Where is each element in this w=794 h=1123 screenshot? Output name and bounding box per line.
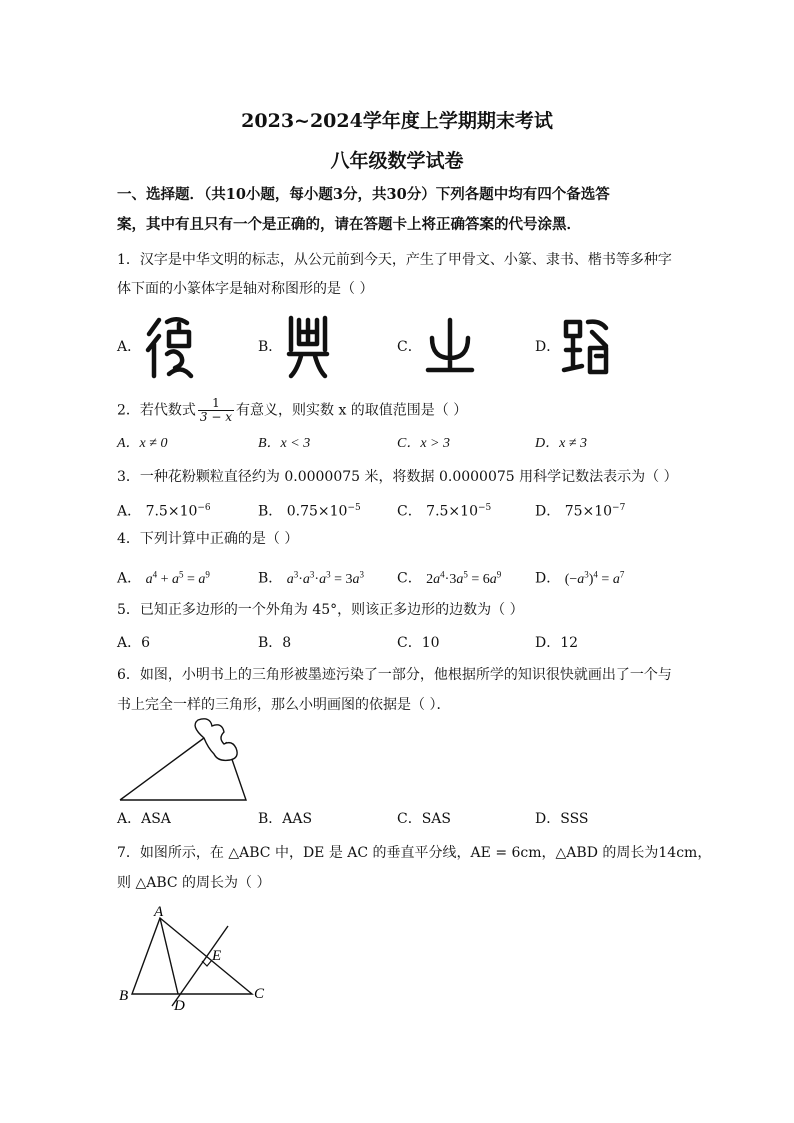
q5-option-d[interactable]: D．12 — [535, 635, 579, 651]
q4-option-d-expr: $(-a^3)^4 = a^7$ — [564, 569, 625, 587]
q6-option-c[interactable]: C．SAS — [397, 811, 452, 827]
q4-option-c-label: C． — [397, 570, 422, 587]
q4-option-b[interactable] — [258, 564, 364, 590]
q2-option-d[interactable]: D．x ≠ 3 — [535, 436, 588, 451]
q4-option-b-expr: $a^3\cdot a^3\cdot a^3 = 3a^3$ — [286, 569, 364, 587]
q3-option-b[interactable] — [258, 498, 361, 522]
q5-stem: 5．已知正多边形的一个外角为 45°，则该正多边形的边数为（ ） — [117, 602, 524, 618]
q2-option-c[interactable]: C．x > 3 — [397, 436, 450, 451]
q5-option-a[interactable]: A．6 — [117, 635, 151, 651]
q4-option-c[interactable] — [397, 564, 501, 590]
exam-title: 2023~2024学年度上学期期末考试 — [241, 110, 553, 132]
segment-ad — [160, 918, 178, 994]
q1-line1: 1．汉字是中华文明的标志，从公元前到今天，产生了甲骨文、小篆、隶书、楷书等多种字 — [117, 252, 672, 268]
q4-option-a-expr: $a^4 + a^5 = a^9$ — [145, 569, 210, 587]
q5-option-c[interactable]: C．10 — [397, 635, 440, 651]
q3-option-d[interactable] — [535, 498, 625, 522]
q1-option-b[interactable] — [258, 337, 282, 357]
q6-option-d[interactable]: D．SSS — [535, 811, 589, 827]
section-instructions-line1: 一、选择题．（共10小题，每小题3分，共30分）下列各题中均有四个备选答 — [117, 186, 610, 203]
q1-option-c[interactable] — [397, 337, 422, 357]
triangle-sides — [132, 918, 252, 994]
q1-option-c-label: C． — [397, 339, 422, 355]
q3-option-c-value: 7.5×10 — [426, 503, 478, 520]
label-b: B — [119, 988, 129, 1004]
q5-option-b[interactable]: B．8 — [258, 635, 292, 651]
q4-option-d-label: D． — [535, 570, 561, 587]
q2-fraction — [198, 397, 234, 424]
q3-option-d-exp: −7 — [612, 503, 626, 513]
q3-option-a-label: A． — [117, 503, 142, 520]
q3-option-d-label: D． — [535, 503, 561, 520]
seal-character-d-icon — [562, 316, 610, 378]
seal-character-b-icon — [287, 314, 329, 380]
q2-stem — [117, 397, 467, 424]
q3-option-d-value: 75×10 — [564, 503, 613, 520]
section-instructions-line2: 案，其中有且只有一个是正确的，请在答题卡上将正确答案的代号涂黑． — [117, 216, 581, 233]
q3-stem: 3．一种花粉颗粒直径约为 0.0000075 米，将数据 0.0000075 用科学记数法表示为（ ） — [117, 469, 678, 485]
q4-option-a[interactable] — [117, 564, 210, 590]
q7-line2: 则 △ABC 的周长为（ ） — [117, 875, 271, 891]
q2-prefix: 2．若代数式 — [117, 402, 196, 419]
q3-option-c[interactable] — [397, 498, 491, 522]
q6-line1: 6．如图，小明书上的三角形被墨迹污染了一部分，他根据所学的知识很快就画出了一个与 — [117, 667, 672, 683]
q3-option-c-label: C． — [397, 503, 422, 520]
q4-option-a-label: A． — [117, 570, 142, 587]
q2-suffix: 有意义，则实数 x 的取值范围是（ ） — [236, 402, 468, 419]
q3-option-a[interactable] — [117, 498, 211, 522]
q1-line2: 体下面的小篆体字是轴对称图形的是（ ） — [117, 281, 374, 297]
label-d: D — [174, 998, 185, 1014]
q2-option-a[interactable]: A．x ≠ 0 — [117, 436, 168, 451]
q1-option-a[interactable] — [117, 337, 141, 357]
q1-option-b-label: B． — [258, 339, 283, 355]
q4-option-b-label: B． — [258, 570, 283, 587]
q4-option-c-expr: $2a^4\cdot 3a^5 = 6a^9$ — [426, 569, 502, 587]
q6-option-b[interactable]: B．AAS — [258, 811, 313, 827]
q1-option-a-label: A． — [117, 339, 142, 355]
q2-fraction-num: 1 — [198, 397, 234, 411]
seal-character-c-icon — [426, 318, 474, 374]
q3-option-c-exp: −5 — [477, 503, 492, 513]
q3-option-b-value: 0.75×10 — [286, 503, 348, 520]
q4-option-d[interactable] — [535, 564, 624, 590]
q2-option-b[interactable]: B．x < 3 — [258, 436, 311, 451]
q3-option-a-exp: −6 — [197, 503, 211, 513]
seal-character-a-icon — [145, 314, 195, 380]
q3-option-a-value: 7.5×10 — [145, 503, 198, 520]
q4-stem: 4．下列计算中正确的是（ ） — [117, 531, 299, 547]
label-e: E — [212, 948, 222, 964]
q3-option-b-exp: −5 — [347, 503, 361, 513]
q3-option-b-label: B． — [258, 503, 283, 520]
q1-option-d-label: D． — [535, 339, 561, 355]
ink-stained-triangle-figure — [118, 718, 250, 804]
q6-line2: 书上完全一样的三角形，那么小明画图的依据是（ ）． — [117, 697, 451, 713]
triangle-abc-figure — [116, 904, 276, 1014]
q6-option-a[interactable]: A．ASA — [117, 811, 171, 827]
q7-line1: 7．如图所示，在 △ABC 中，DE 是 AC 的垂直平分线，AE = 6cm，△ABD 的周长为14cm， — [117, 845, 712, 861]
q1-option-d[interactable] — [535, 337, 560, 357]
label-c: C — [254, 986, 265, 1002]
q2-fraction-den: 3 − x — [199, 410, 233, 424]
exam-subtitle: 八年级数学试卷 — [330, 150, 464, 172]
label-a: A — [154, 904, 164, 920]
